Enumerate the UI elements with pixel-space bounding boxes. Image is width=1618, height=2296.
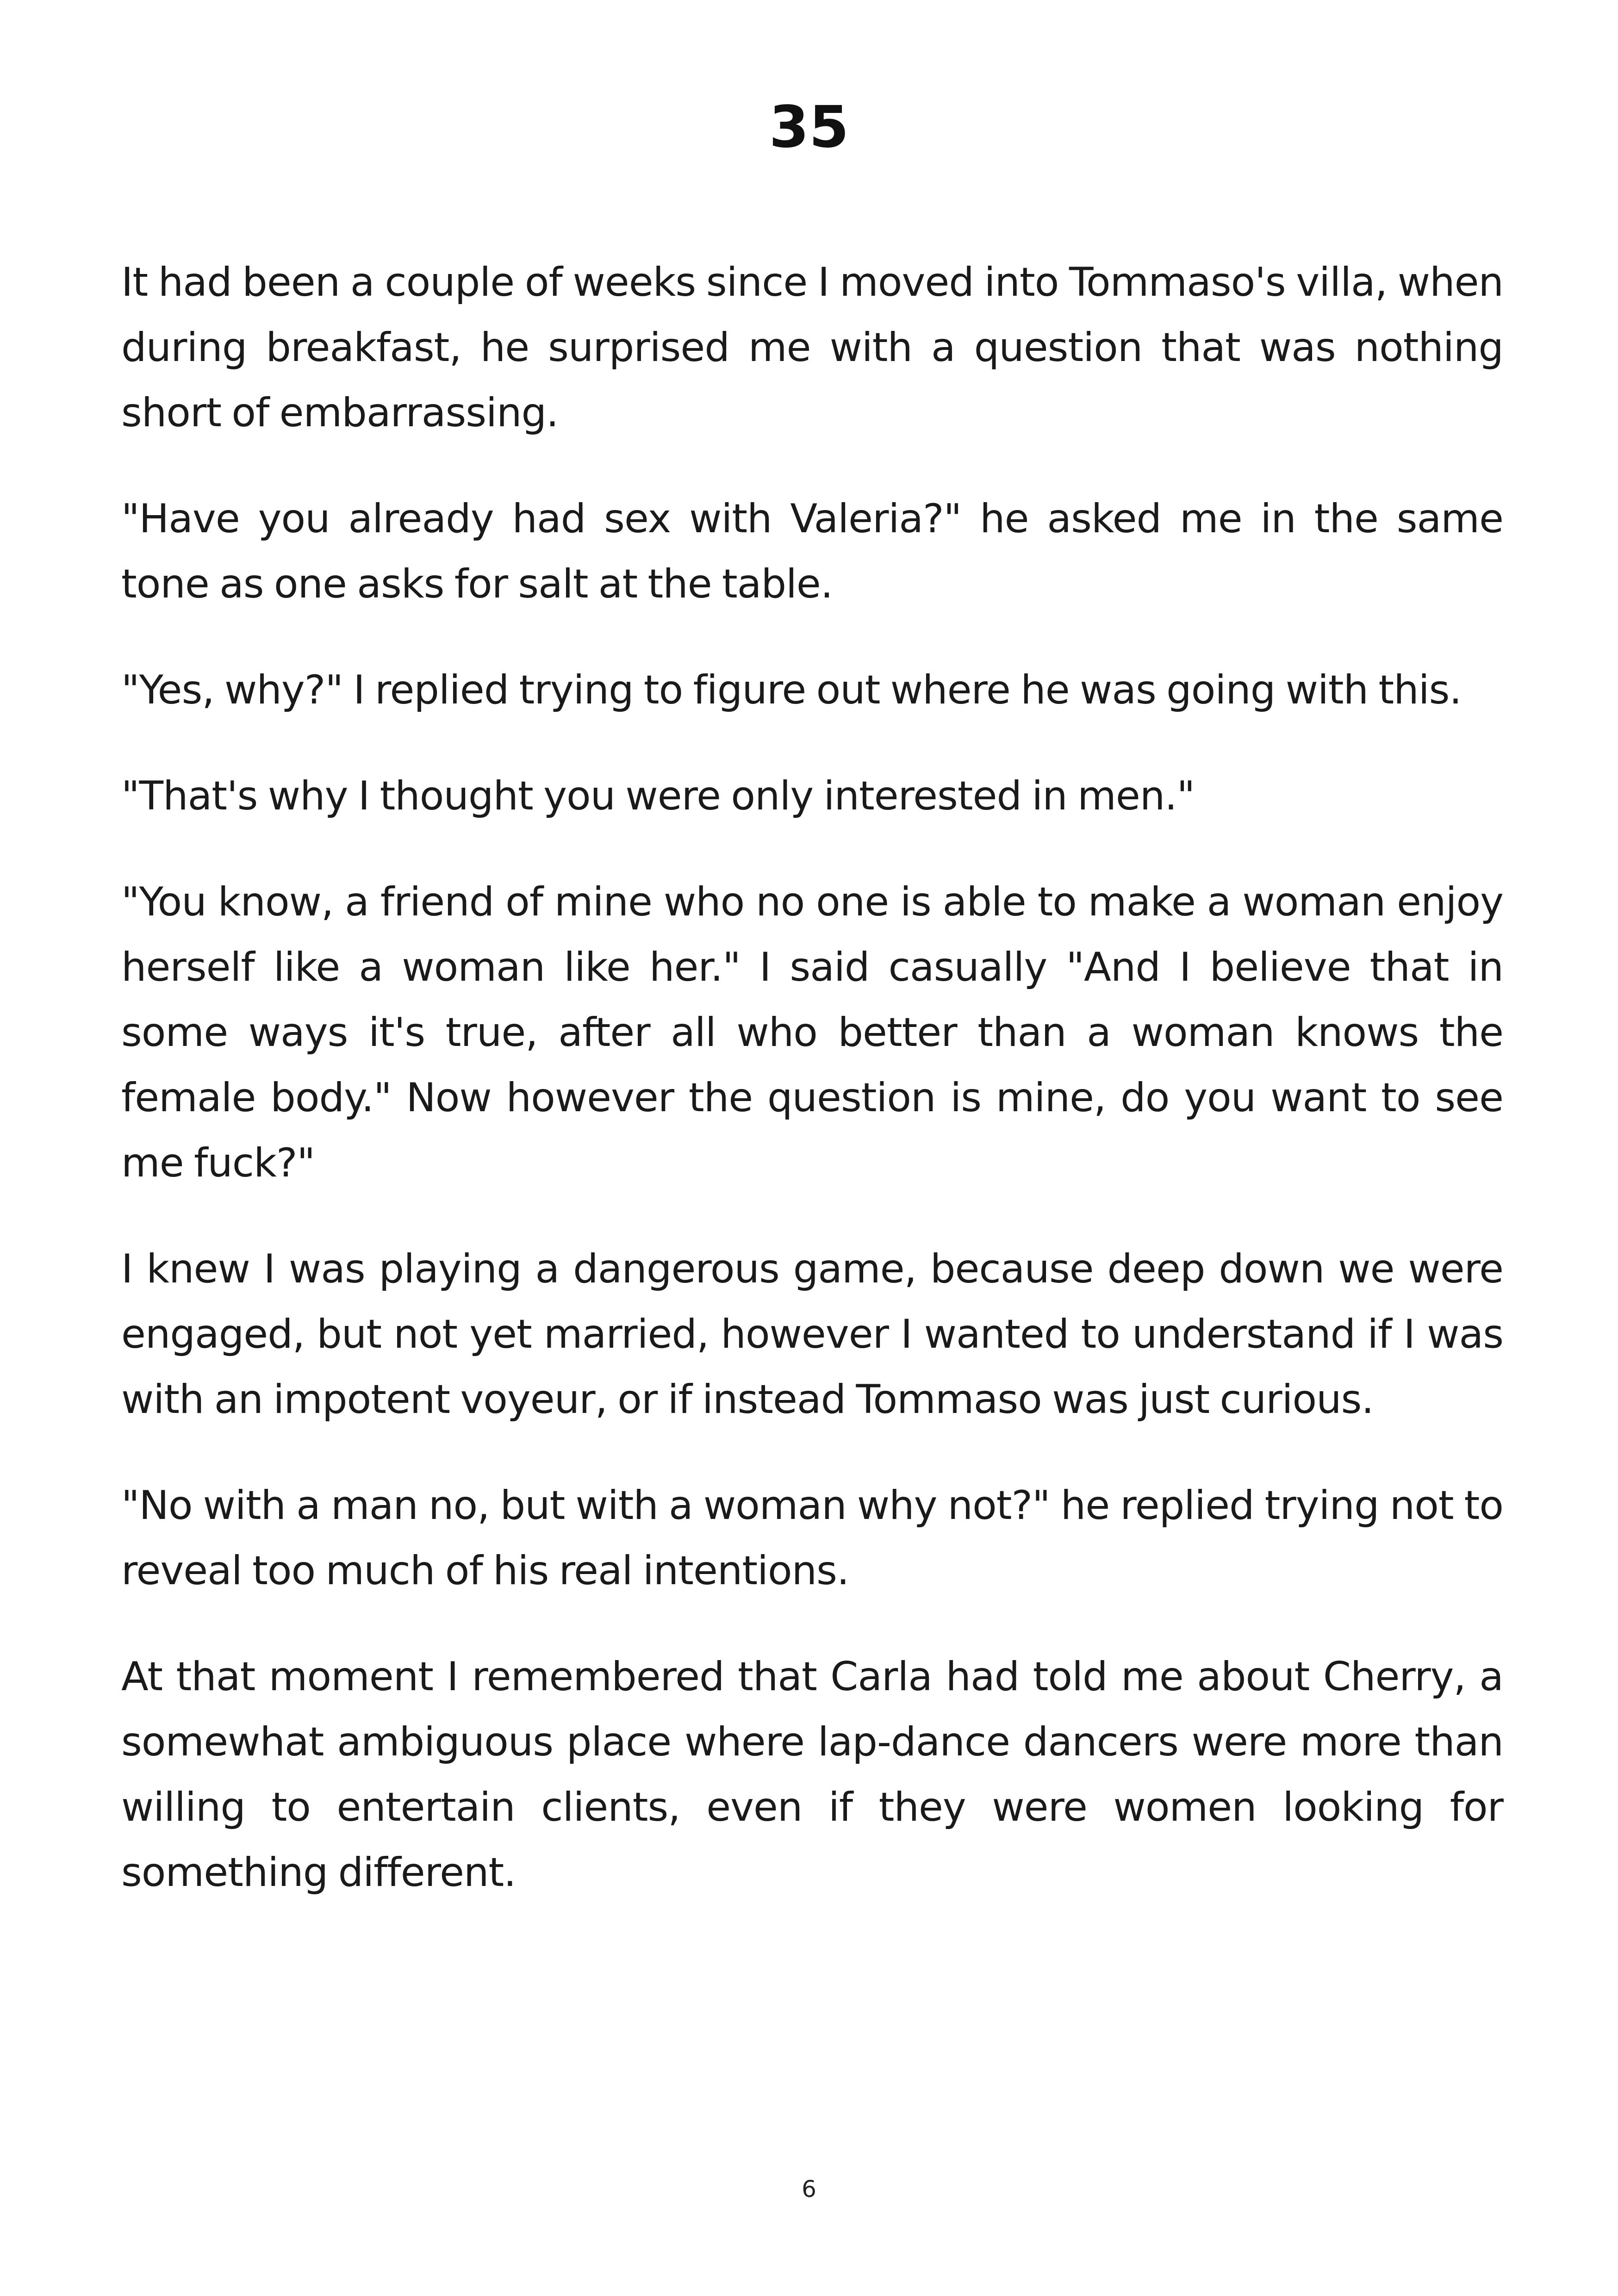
paragraph: At that moment I remembered that Carla had told me about Cherry, a somewhat ambiguous place where lap-dance dancers were more than willing to entertain clients, even if they were women looking for something different. bbox=[121, 1654, 1503, 1896]
paragraph: I knew I was playing a dangerous game, because deep down we were engaged, but not yet married, however I wanted to understand if I was with an impotent voyeur, or if instead Tommaso was just curious. bbox=[121, 1246, 1503, 1423]
paragraph: "You know, a friend of mine who no one is able to make a woman enjoy herself like a woman like her." I said casually "And I believe that in some ways it's true, after all who better than a woman knows the female body." Now however the question is mine, do you want to see me fuck?" bbox=[121, 879, 1503, 1186]
paragraph: "Yes, why?" I replied trying to figure out where he was going with this. bbox=[121, 667, 1462, 713]
paragraph: "That's why I thought you were only interested in men." bbox=[121, 773, 1195, 819]
paragraph: "No with a man no, but with a woman why not?" he replied trying not to reveal too much of his real intentions. bbox=[121, 1482, 1503, 1594]
chapter-body bbox=[121, 250, 1503, 1946]
chapter-number: 35 bbox=[769, 94, 849, 161]
paragraph: It had been a couple of weeks since I moved into Tommaso's villa, when during breakfast, he surprised me with a question that was nothing short of embarrassing. bbox=[121, 259, 1503, 436]
page-number: 6 bbox=[802, 2176, 816, 2203]
paragraph: "Have you already had sex with Valeria?" he asked me in the same tone as one asks for salt at the table. bbox=[121, 496, 1503, 607]
